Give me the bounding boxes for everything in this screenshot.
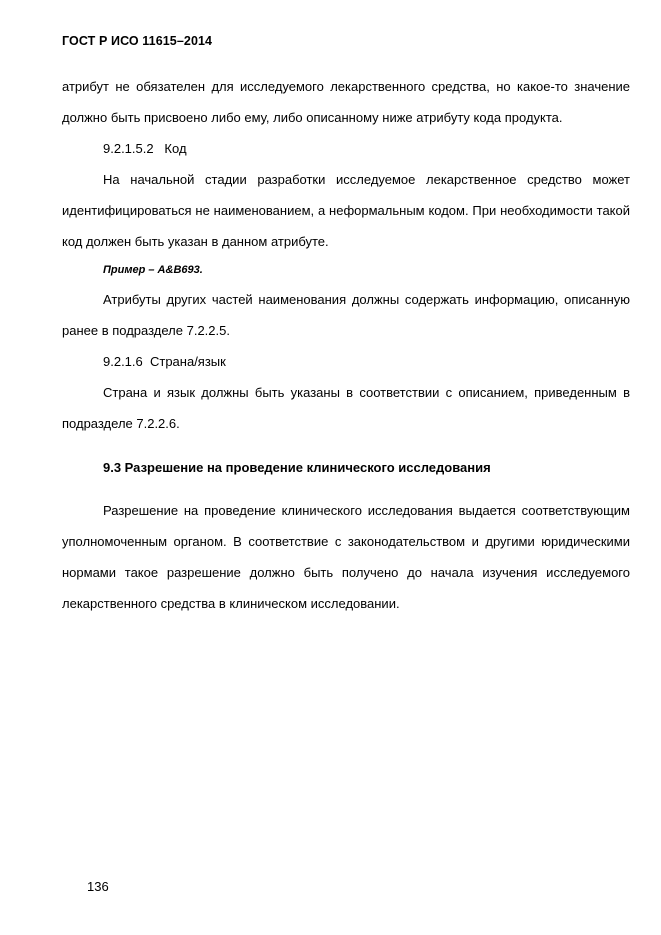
paragraph-other-name-parts: Атрибуты других частей наименования должны содержать информацию, описанную ранее в подразделе 7.2.2.5. [62, 292, 630, 338]
paragraph-country-language: Страна и язык должны быть указаны в соответствии с описанием, приведенным в подразделе 7.2.2.6. [62, 385, 630, 431]
document-body [62, 71, 630, 619]
paragraph-clinical-trial-authorization: Разрешение на проведение клинического исследования выдается соответствующим уполномоченным органом. В соответствие с законодательством и другими юридическими нормами такое разрешение должно быть получено до начала изучения исследуемого лекарственного средства в клиническом исследовании. [62, 503, 630, 611]
subclause-heading-9-2-1-5-2: 9.2.1.5.2 Код [103, 141, 187, 156]
paragraph-attribute-not-required: атрибут не обязателен для исследуемого лекарственного средства, но какое-то значение должно быть присвоено либо ему, либо описанному ниже атрибуту кода продукта. [62, 79, 630, 125]
subclause-heading-9-2-1-6: 9.2.1.6 Страна/язык [103, 354, 226, 369]
page-number: 136 [87, 879, 109, 894]
paragraph-code-description: На начальной стадии разработки исследуемое лекарственное средство может идентифицироваться не наименованием, а неформальным кодом. При необходимости такой код должен быть указан в данном атрибуте. [62, 172, 630, 249]
example-note: Пример – A&B693. [103, 264, 203, 276]
section-heading-9-3: 9.3 Разрешение на проведение клинического исследования [103, 460, 491, 475]
document-header-standard-id: ГОСТ Р ИСО 11615–2014 [62, 34, 213, 48]
